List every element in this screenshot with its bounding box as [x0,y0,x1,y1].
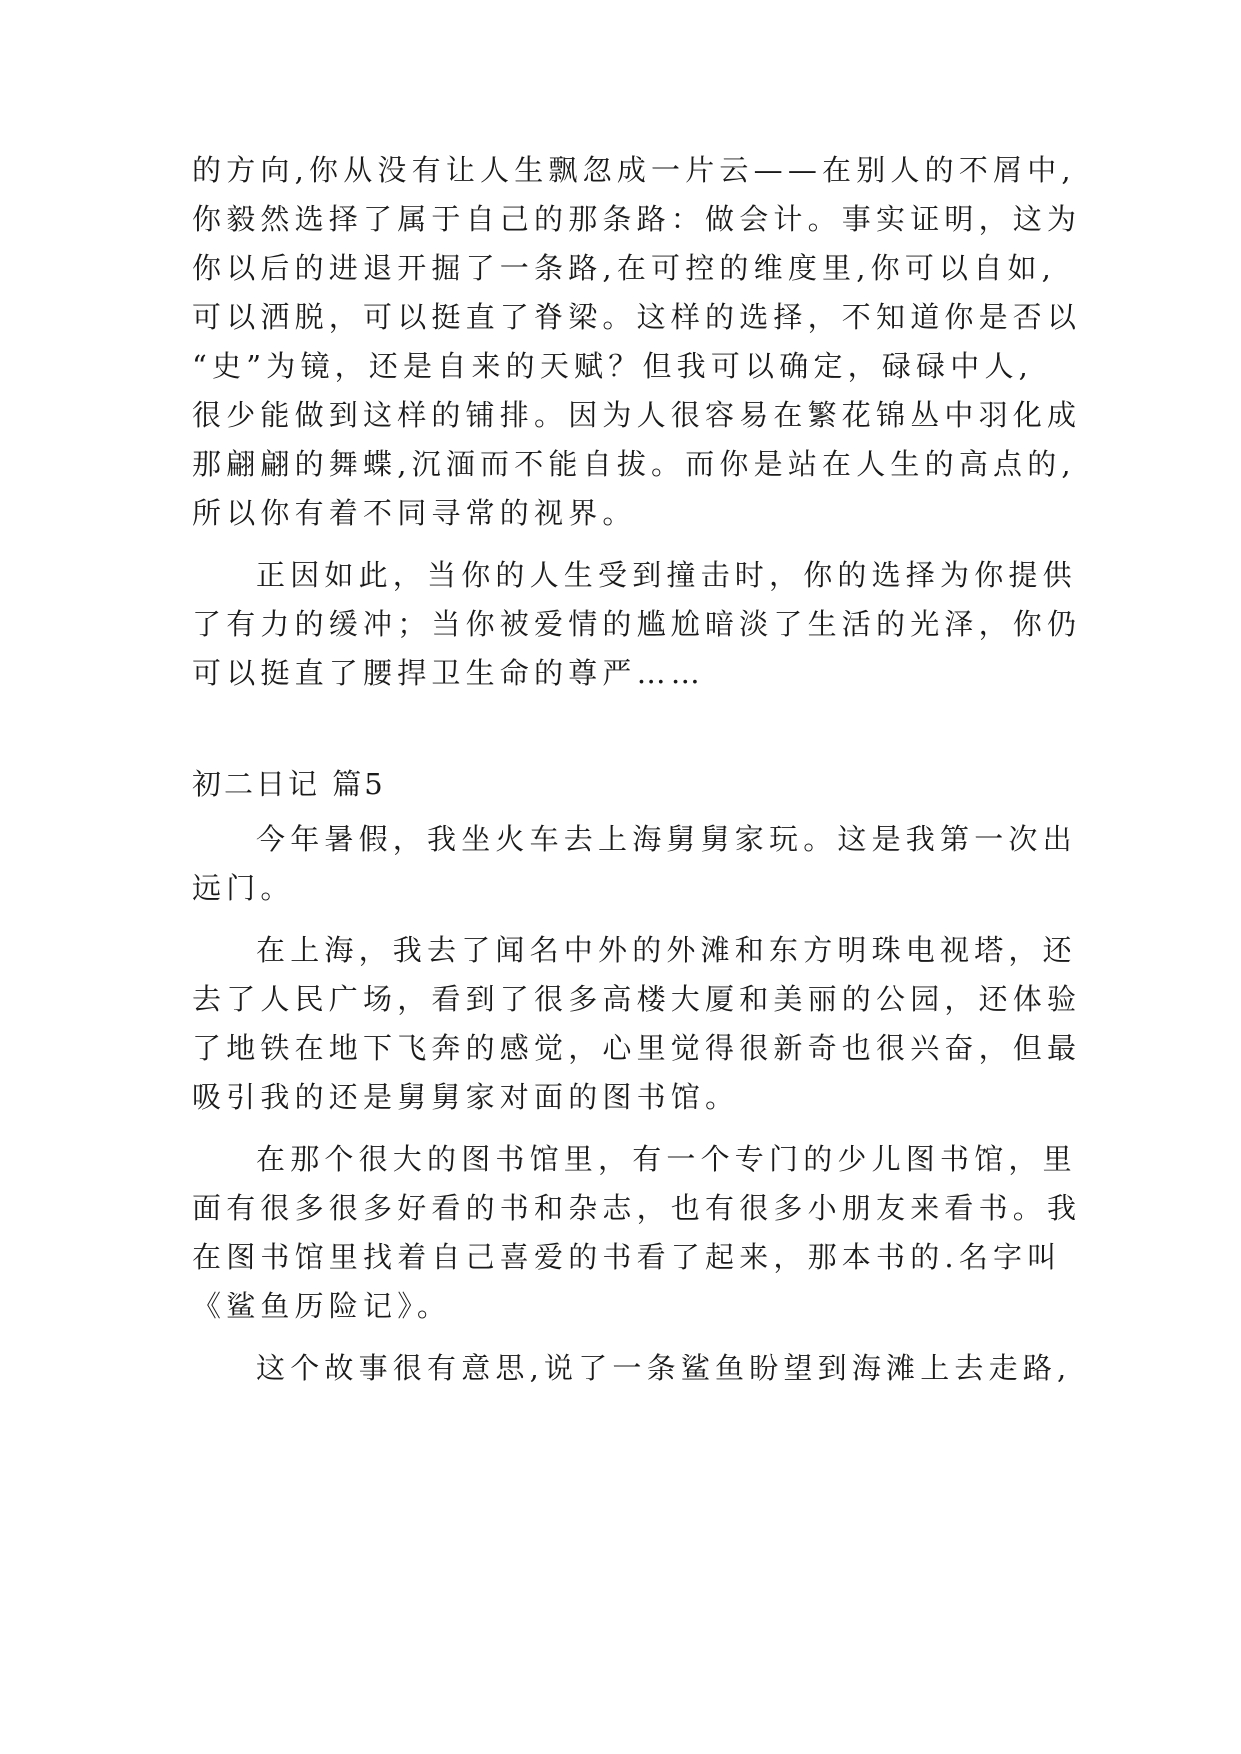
text-line: 了有力的缓冲；当你被爱情的尴尬暗淡了生活的光泽，你仍 [192,607,1082,641]
text-line: 很少能做到这样的铺排。因为人很容易在繁花锦丛中羽化成 [192,398,1082,432]
text-line: 面有很多很多好看的书和杂志，也有很多小朋友来看书。我 [192,1191,1082,1225]
text-line: 的方向,你从没有让人生飘忽成一片云——在别人的不屑中, [192,153,1076,187]
text-line: 在那个很大的图书馆里，有一个专门的少儿图书馆，里 [256,1142,1077,1176]
text-line: “史”为镜，还是自来的天赋？但我可以确定，碌碌中人, [192,349,1034,383]
text-line: 可以挺直了腰捍卫生命的尊严…… [192,656,706,690]
text-line: 你以后的进退开掘了一条路,在可控的维度里,你可以自如, [192,251,1057,285]
text-line: 所以你有着不同寻常的视界。 [192,496,637,530]
text-line: 吸引我的还是舅舅家对面的图书馆。 [192,1080,740,1114]
text-line: 《鲨鱼历险记》。 [192,1289,452,1323]
text-line: 去了人民广场，看到了很多高楼大厦和美丽的公园，还体验 [192,982,1082,1016]
text-line: 这个故事很有意思,说了一条鲨鱼盼望到海滩上去走路, [256,1351,1072,1385]
text-line: 今年暑假，我坐火车去上海舅舅家玩。这是我第一次出 [256,822,1077,856]
text-line: 可以洒脱，可以挺直了脊梁。这样的选择，不知道你是否以 [192,300,1082,334]
text-line: 正因如此，当你的人生受到撞击时，你的选择为你提供 [256,558,1077,592]
text-line: 那翩翩的舞蝶,沉湎而不能自拔。而你是站在人生的高点的, [192,447,1076,481]
text-line: 在上海，我去了闻名中外的外滩和东方明珠电视塔，还 [256,933,1077,967]
text-line: 你毅然选择了属于自己的那条路：做会计。事实证明，这为 [192,202,1082,236]
text-line: 在图书馆里找着自己喜爱的书看了起来，那本书的.名字叫 [192,1240,1062,1274]
section-title: 初二日记 篇5 [192,767,386,801]
text-line: 了地铁在地下飞奔的感觉，心里觉得很新奇也很兴奋，但最 [192,1031,1082,1065]
text-line: 远门。 [192,871,295,905]
